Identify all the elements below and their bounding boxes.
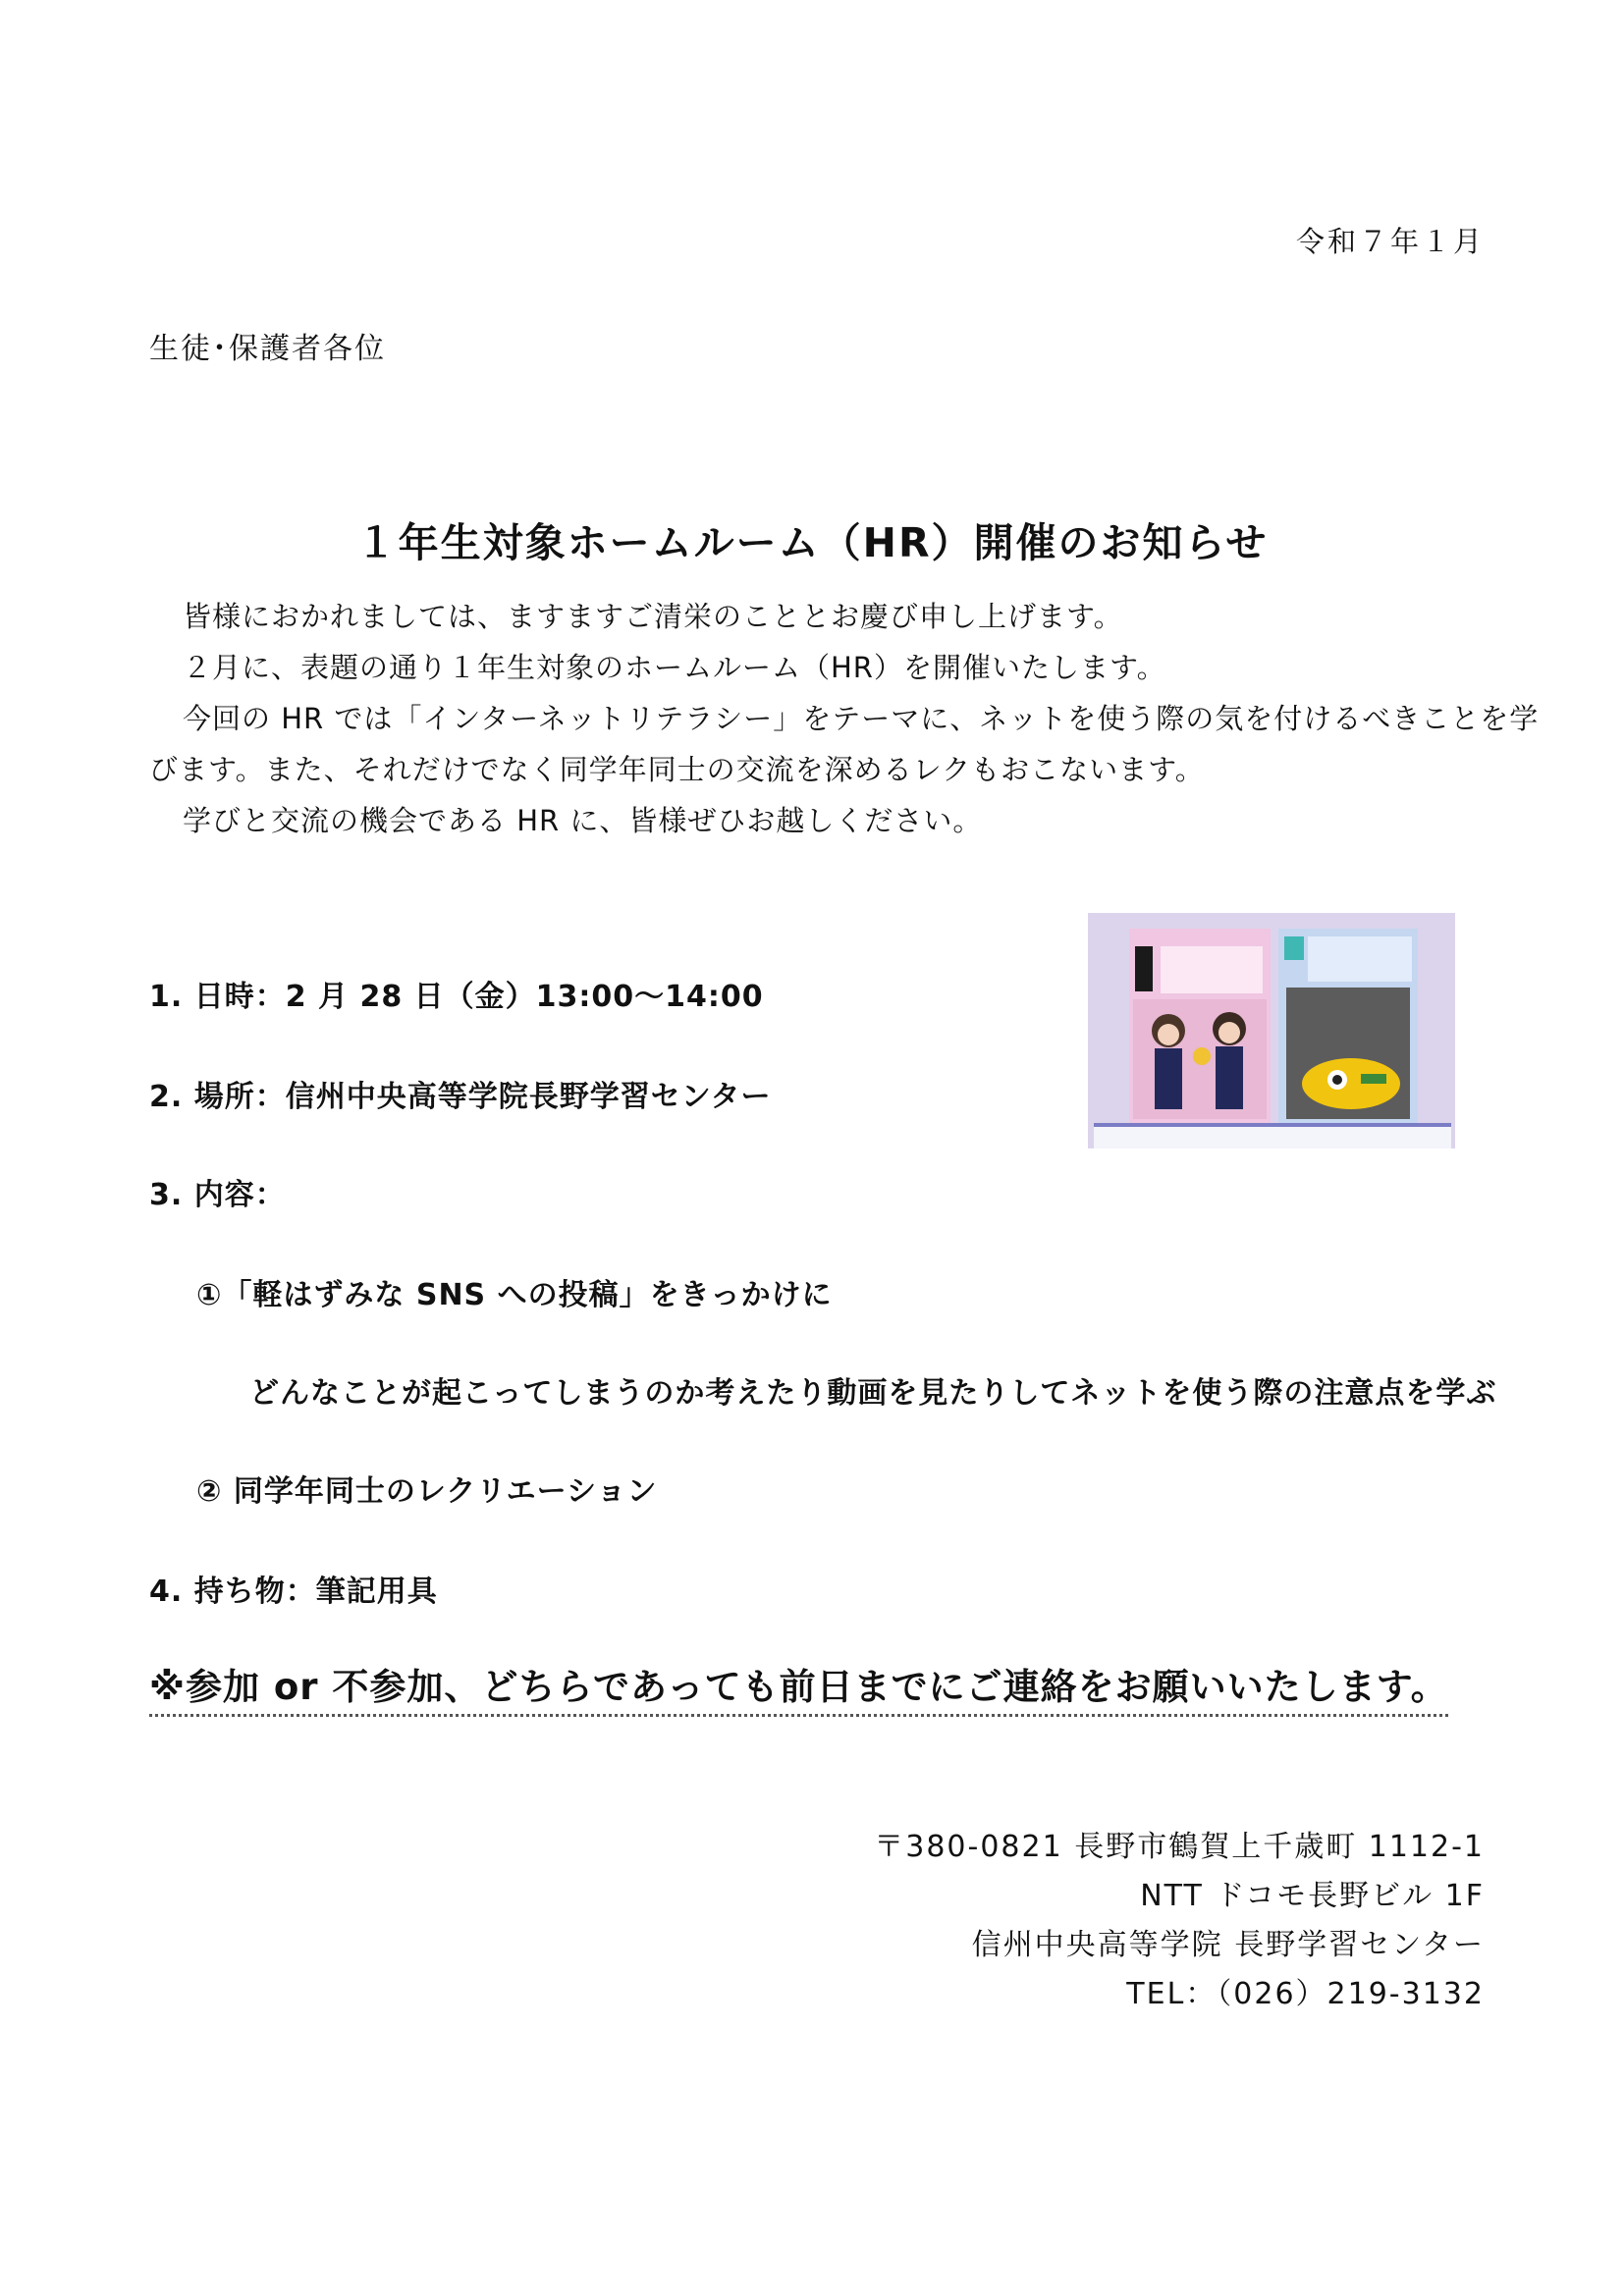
item-content-heading: 3. 内容： [149,1178,286,1212]
document-title: １年生対象ホームルーム（HR）開催のお知らせ [355,519,1269,566]
addressee: 生徒･保護者各位 [149,332,386,366]
item-belongings: 4. 持ち物：筆記用具 [149,1575,438,1609]
body-paragraph-line: びます。また、それだけでなく同学年同士の交流を深めるレクもおこないます。 [149,753,1205,786]
flyer-bottom-banner [1094,1123,1451,1148]
attendance-note: ※参加 or 不参加、どちらであっても前日までにご連絡をお願いいたします。 [149,1657,1448,1717]
item-content-2: ② 同学年同士のレクリエーション [196,1474,658,1509]
flyer-left-panel [1129,929,1271,1123]
phone-character-illustration [1286,988,1410,1119]
item-datetime: 1. 日時：2 月 28 日（金）13:00～14:00 [149,980,764,1014]
item-place: 2. 場所：信州中央高等学院長野学習センター [149,1080,772,1114]
event-flyer-image [1088,913,1455,1148]
address-building: NTT ドコモ長野ビル 1F [1140,1879,1485,1913]
body-paragraph-line: ２月に、表題の通り１年生対象のホームルーム（HR）を開催いたします。 [183,651,1166,684]
body-paragraph-line: 今回の HR では「インターネットリテラシー」をテーマに、ネットを使う際の気を付けるべきことを学 [183,702,1540,735]
students-illustration [1133,999,1267,1119]
item-content-1: ①「軽はずみな SNS への投稿」をきっかけに [196,1278,833,1312]
document-date: 令和７年１月 [1295,225,1485,258]
item-content-1-detail: どんなことが起こってしまうのか考えたり動画を見たりしてネットを使う際の注意点を学ぶ [249,1376,1497,1411]
address-school: 信州中央高等学院 長野学習センター [971,1928,1485,1962]
address-postal: 〒380-0821 長野市鶴賀上千歳町 1112-1 [874,1830,1485,1864]
body-paragraph-line: 学びと交流の機会である HR に、皆様ぜひお越しください。 [183,804,983,837]
body-paragraph-line: 皆様におかれましては、ますますご清栄のこととお慶び申し上げます。 [183,600,1123,633]
flyer-right-panel [1278,929,1418,1123]
address-tel: TEL：（026）219-3132 [1126,1977,1485,2011]
